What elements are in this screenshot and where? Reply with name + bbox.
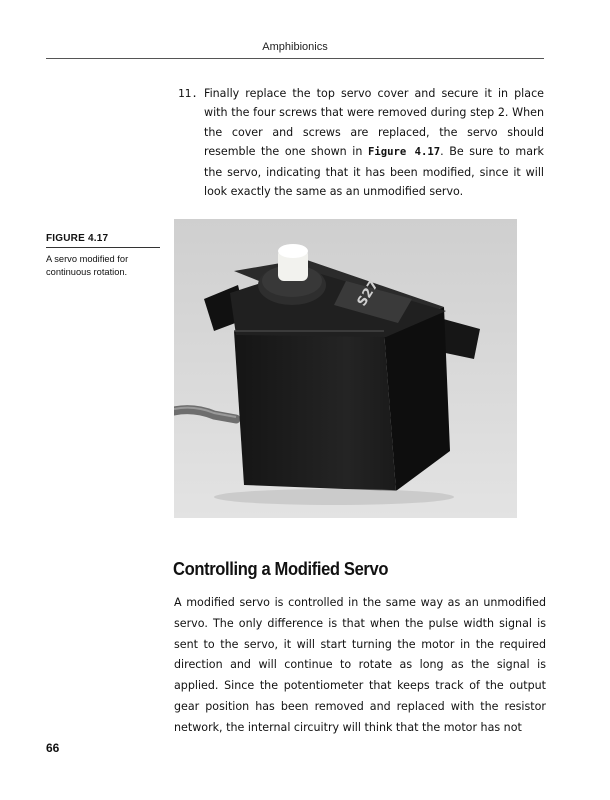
servo-label-text: S27 — [354, 277, 382, 310]
figure-label: FIGURE 4.17 — [46, 233, 160, 248]
running-head: Amphibionics — [262, 41, 328, 53]
header-rule — [46, 58, 544, 59]
figure-reference: Figure 4.17 — [367, 146, 441, 159]
step-text-before: Finally replace the top servo cover and secure it in place with the four screws that were removed during step 2. When the cover and screws are replaced, the servo should resemble the one shown in — [204, 87, 544, 159]
step-text — [204, 84, 544, 201]
figure-caption: A servo modified for continuous rotation. — [46, 254, 129, 277]
servo-front-face — [234, 331, 396, 491]
servo-photo — [174, 219, 517, 518]
servo-horn-top — [278, 244, 308, 258]
section-paragraph: A modified servo is controlled in the same way as an unmodified servo. The only difference is that when the pulse width signal is sent to the servo, it will start turning the motor in the required direction and will continue to rotate as long as the signal is applied. Since the potentiometer that keeps track of the output gear position has been removed and replaced with the resistor network, the internal circuitry will think that the motor has not — [174, 596, 546, 734]
section-title: Controlling a Modified Servo — [173, 559, 389, 579]
step-text-after: . Be sure to mark the servo, indicating that it has been modified, since it will look exactly the same as an unmodified servo. — [204, 145, 544, 199]
step-number: 11. — [178, 87, 198, 100]
servo-shadow — [214, 489, 454, 505]
page-number: 66 — [46, 741, 60, 755]
step-11 — [178, 84, 544, 201]
